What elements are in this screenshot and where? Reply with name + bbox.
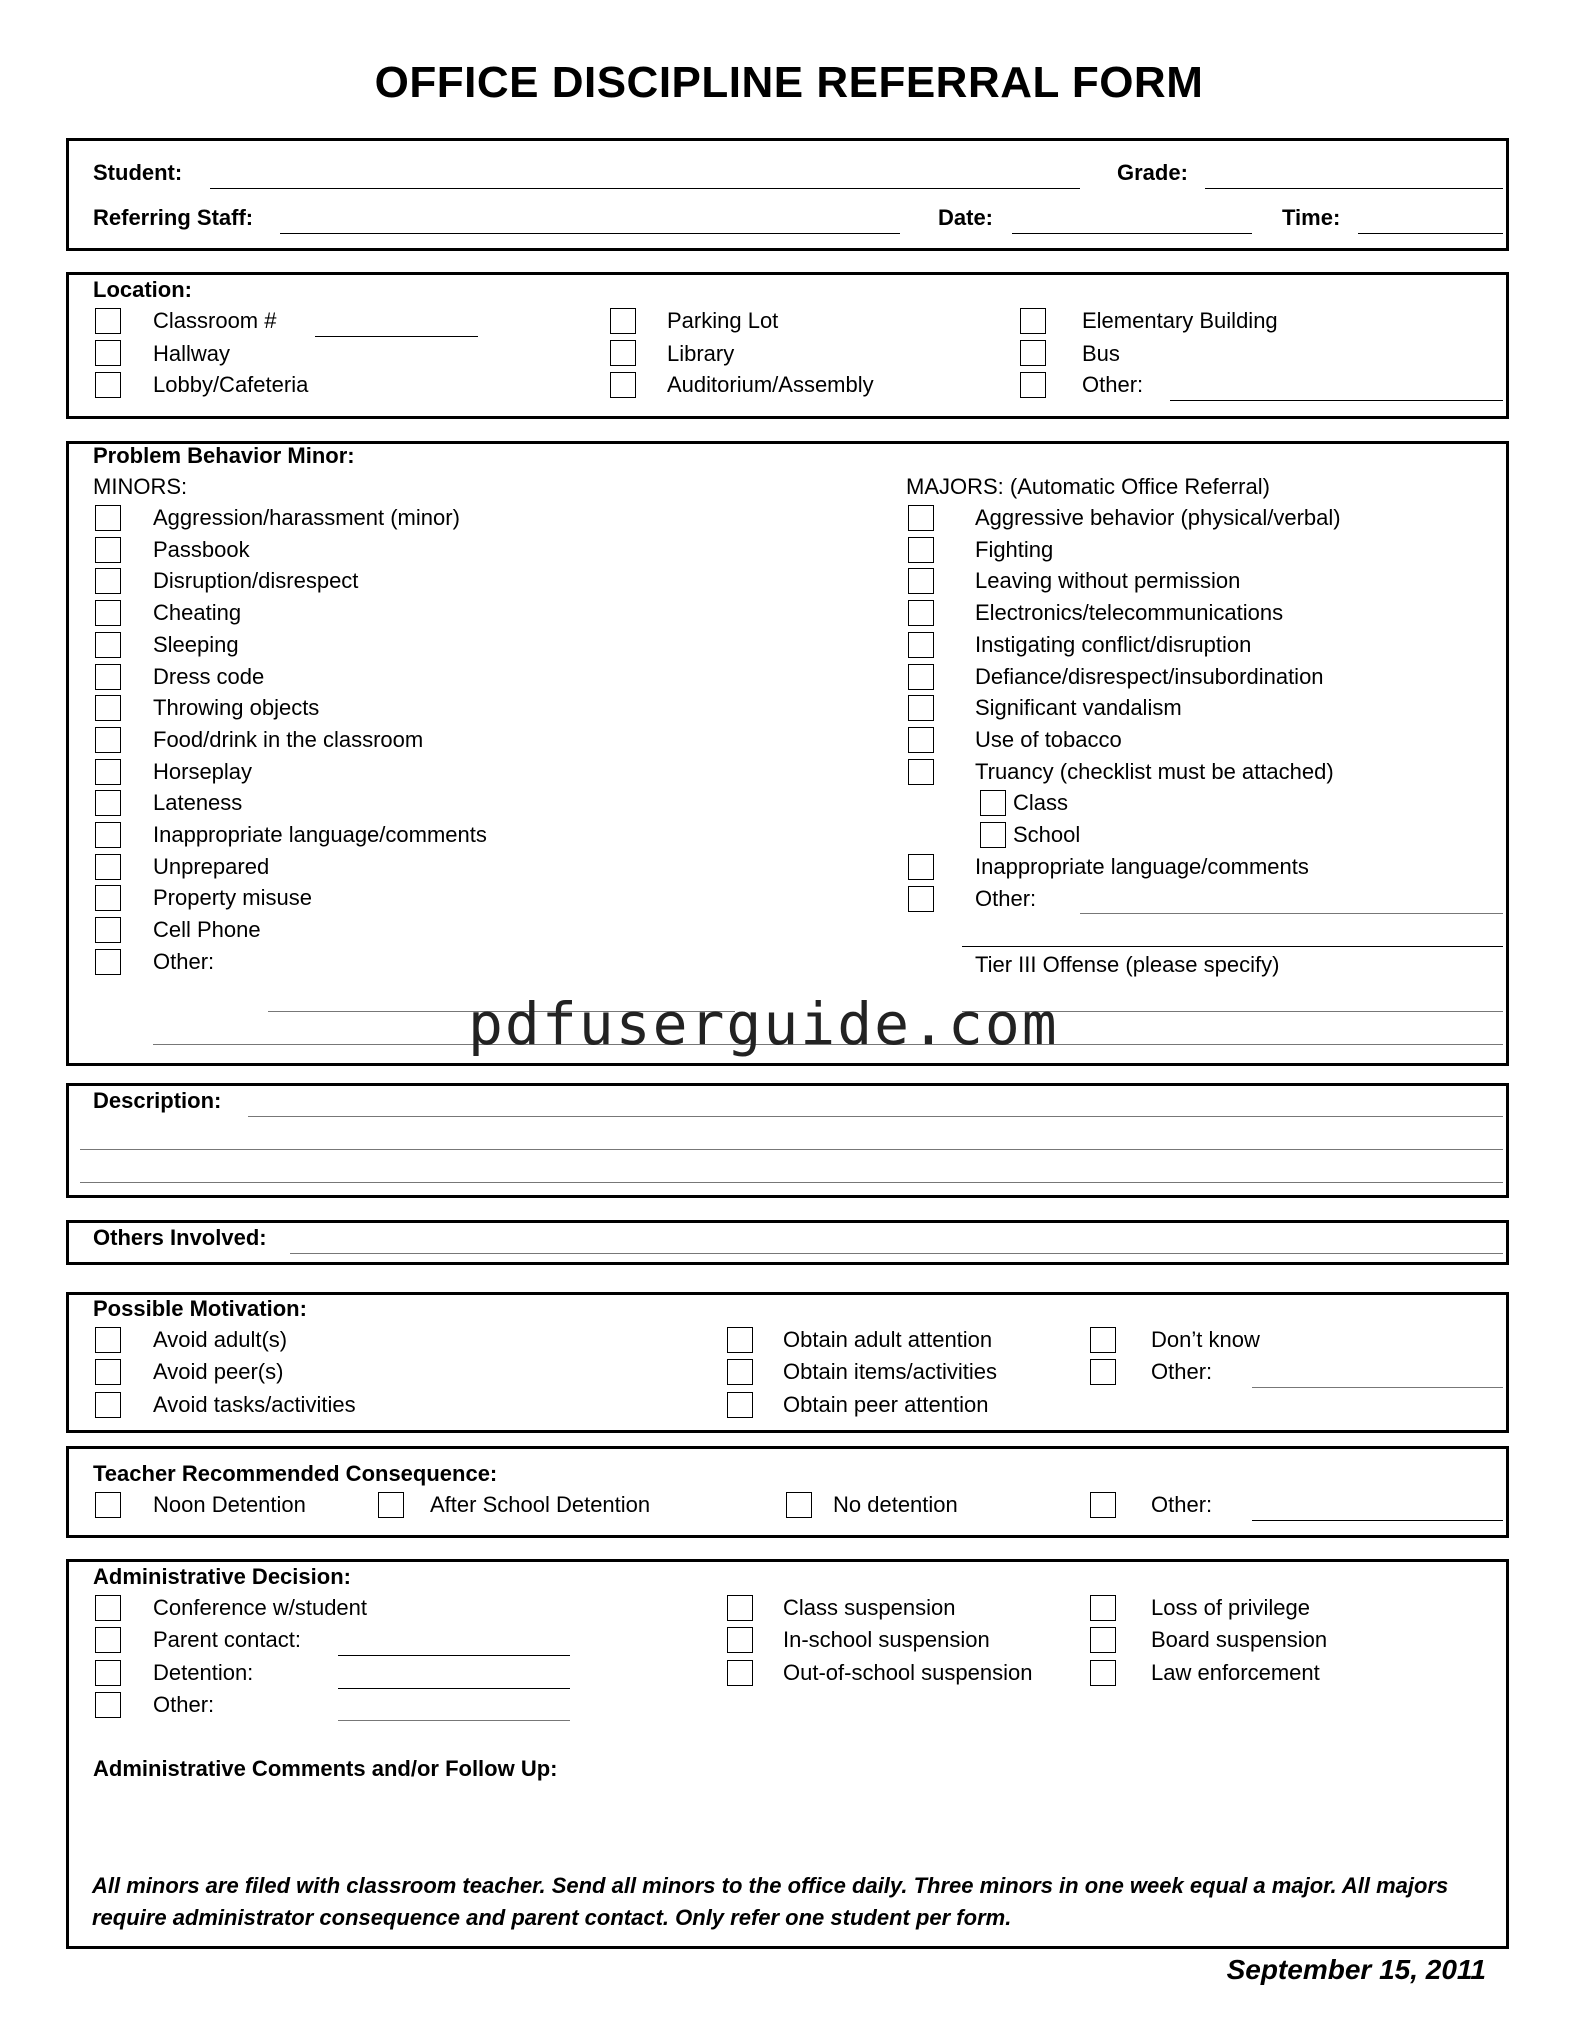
auditorium-label: Auditorium/Assembly <box>667 372 874 397</box>
form-title: OFFICE DISCIPLINE REFERRAL FORM <box>374 58 1204 107</box>
truancy-school-label: School <box>1013 822 1081 847</box>
referring-staff-label: Referring Staff: <box>93 205 254 230</box>
major-instigating-conflict-disruption-checkbox[interactable] <box>908 632 934 658</box>
major-significant-vandalism-checkbox[interactable] <box>908 695 934 721</box>
major-electronics-telecommunications-checkbox[interactable] <box>908 600 934 626</box>
loss-of-privilege-checkbox[interactable] <box>1090 1595 1116 1621</box>
major-truancy-checklist-must-be-attached-label: Truancy (checklist must be attached) <box>975 758 1334 784</box>
library-label: Library <box>667 341 735 366</box>
detention-field[interactable] <box>338 1688 570 1689</box>
problem-behavior-section <box>66 441 1509 1066</box>
conference-label: Conference w/student <box>153 1595 368 1620</box>
student-field[interactable] <box>210 188 1080 189</box>
avoid-peers-checkbox[interactable] <box>95 1359 121 1385</box>
others-involved-section <box>66 1220 1509 1265</box>
location-other-field[interactable] <box>1170 400 1503 401</box>
minor-disruption-disrespect-checkbox[interactable] <box>95 568 121 594</box>
minor-lateness-label: Lateness <box>153 790 243 816</box>
minor-disruption-disrespect-label: Disruption/disrespect <box>153 568 359 594</box>
avoid-adults-label: Avoid adult(s) <box>153 1327 288 1352</box>
obtain-peer-checkbox[interactable] <box>727 1392 753 1418</box>
major-aggressive-behavior-physical-verbal-label: Aggressive behavior (physical/verbal) <box>975 505 1341 530</box>
major-significant-vandalism-label: Significant vandalism <box>975 695 1182 721</box>
noon-detention-checkbox[interactable] <box>95 1492 121 1518</box>
minor-food-drink-in-the-classroom-label: Food/drink in the classroom <box>153 726 424 752</box>
lobby-cafeteria-checkbox[interactable] <box>95 372 121 398</box>
classroom-number-field[interactable] <box>315 336 478 337</box>
motivation-other-field[interactable] <box>1252 1387 1503 1388</box>
minor-throwing-objects-checkbox[interactable] <box>95 695 121 721</box>
description-line-3[interactable] <box>80 1182 1503 1183</box>
major-electronics-telecommunications-label: Electronics/telecommunications <box>975 600 1284 626</box>
minor-passbook-label: Passbook <box>153 536 250 562</box>
minors-label: MINORS: <box>93 474 188 499</box>
avoid-tasks-label: Avoid tasks/activities <box>153 1392 356 1417</box>
location-heading: Location: <box>93 277 192 302</box>
classroom-label: Classroom # <box>153 308 277 333</box>
description-line-2[interactable] <box>80 1149 1503 1150</box>
avoid-tasks-checkbox[interactable] <box>95 1392 121 1418</box>
avoid-peers-label: Avoid peer(s) <box>153 1359 284 1384</box>
motivation-other-checkbox[interactable] <box>1090 1359 1116 1385</box>
tier3-label: Tier III Offense (please specify) <box>975 952 1280 977</box>
grade-field[interactable] <box>1205 188 1503 189</box>
minor-other-checkbox[interactable] <box>95 949 121 975</box>
majors-label: MAJORS: (Automatic Office Referral) <box>906 474 1270 499</box>
time-label: Time: <box>1282 205 1341 230</box>
major-other-label: Other: <box>975 886 1037 911</box>
minor-other-label: Other: <box>153 948 215 974</box>
board-suspension-checkbox[interactable] <box>1090 1627 1116 1653</box>
no-detention-label: No detention <box>833 1492 958 1517</box>
student-info-section <box>66 138 1509 251</box>
obtain-peer-label: Obtain peer attention <box>783 1392 989 1417</box>
major-use-of-tobacco-label: Use of tobacco <box>975 726 1122 752</box>
hallway-label: Hallway <box>153 341 231 366</box>
description-label: Description: <box>93 1088 222 1113</box>
obtain-items-label: Obtain items/activities <box>783 1359 997 1384</box>
footer-note: All minors are filed with classroom teacher. Send all minors to the office daily. Three minors in one week equal a major. All majors require administrator consequence and parent contact. Only refer one student per form. <box>92 1873 1449 1930</box>
major-other-field[interactable] <box>1080 913 1503 914</box>
parent-contact-label: Parent contact: <box>153 1627 301 1652</box>
law-enforcement-label: Law enforcement <box>1151 1660 1320 1685</box>
consequence-other-checkbox[interactable] <box>1090 1492 1116 1518</box>
location-other-label: Other: <box>1082 372 1144 397</box>
dont-know-label: Don’t know <box>1151 1327 1260 1352</box>
minor-cheating-checkbox[interactable] <box>95 600 121 626</box>
classroom-checkbox[interactable] <box>95 308 121 334</box>
behavior-heading: Problem Behavior Minor: <box>93 443 355 468</box>
minor-horseplay-checkbox[interactable] <box>95 759 121 785</box>
minor-dress-code-checkbox[interactable] <box>95 664 121 690</box>
date-label: Date: <box>938 205 994 230</box>
minor-cheating-label: Cheating <box>153 600 242 626</box>
minor-horseplay-label: Horseplay <box>153 758 253 784</box>
consequence-heading: Teacher Recommended Consequence: <box>93 1461 498 1486</box>
form-date: September 15, 2011 <box>1226 1954 1486 1985</box>
major-leaving-without-permission-checkbox[interactable] <box>908 568 934 594</box>
others-involved-label: Others Involved: <box>93 1225 267 1250</box>
major-inappropriate-language-checkbox[interactable] <box>908 854 934 880</box>
detention-label: Detention: <box>153 1660 254 1685</box>
class-suspension-checkbox[interactable] <box>727 1595 753 1621</box>
minor-aggression-harassment-minor-label: Aggression/harassment (minor) <box>153 505 460 530</box>
after-school-detention-label: After School Detention <box>430 1492 651 1517</box>
date-field[interactable] <box>1012 233 1252 234</box>
obtain-adult-checkbox[interactable] <box>727 1327 753 1353</box>
truancy-class-checkbox[interactable] <box>980 790 1006 816</box>
student-label: Student: <box>93 160 183 185</box>
consequence-other-label: Other: <box>1151 1492 1213 1517</box>
in-school-suspension-label: In-school suspension <box>783 1627 990 1652</box>
minor-sleeping-label: Sleeping <box>153 631 239 657</box>
minor-unprepared-label: Unprepared <box>153 853 270 879</box>
time-field[interactable] <box>1358 233 1503 234</box>
admin-other-field[interactable] <box>338 1720 570 1721</box>
lobby-cafeteria-label: Lobby/Cafeteria <box>153 372 309 397</box>
major-fighting-checkbox[interactable] <box>908 537 934 563</box>
watermark: pdfuserguide.com <box>468 990 1059 1058</box>
major-truancy-checklist-must-be-attached-checkbox[interactable] <box>908 759 934 785</box>
elementary-building-label: Elementary Building <box>1082 308 1278 333</box>
bus-label: Bus <box>1082 341 1120 366</box>
major-inappropriate-language-label: Inappropriate language/comments <box>975 854 1309 879</box>
major-leaving-without-permission-label: Leaving without permission <box>975 568 1241 594</box>
dont-know-checkbox[interactable] <box>1090 1327 1116 1353</box>
motivation-heading: Possible Motivation: <box>93 1296 307 1321</box>
major-defiance-disrespect-insubordination-checkbox[interactable] <box>908 664 934 690</box>
after-school-detention-checkbox[interactable] <box>378 1492 404 1518</box>
no-detention-checkbox[interactable] <box>786 1492 812 1518</box>
major-other-checkbox[interactable] <box>908 886 934 912</box>
motivation-other-label: Other: <box>1151 1359 1213 1384</box>
minor-property-misuse-label: Property misuse <box>153 885 312 911</box>
major-aggressive-behavior-physical-verbal-checkbox[interactable] <box>908 505 934 531</box>
class-suspension-label: Class suspension <box>783 1595 956 1620</box>
grade-label: Grade: <box>1117 160 1188 185</box>
auditorium-checkbox[interactable] <box>610 372 636 398</box>
admin-comments-label: Administrative Comments and/or Follow Up: <box>93 1756 558 1781</box>
minor-lateness-checkbox[interactable] <box>95 790 121 816</box>
others-involved-field[interactable] <box>290 1253 1503 1254</box>
truancy-school-checkbox[interactable] <box>980 822 1006 848</box>
elementary-building-checkbox[interactable] <box>1020 308 1046 334</box>
in-school-suspension-checkbox[interactable] <box>727 1627 753 1653</box>
parent-contact-field[interactable] <box>338 1655 570 1656</box>
out-of-school-suspension-checkbox[interactable] <box>727 1660 753 1686</box>
loss-of-privilege-label: Loss of privilege <box>1151 1595 1310 1620</box>
parent-contact-checkbox[interactable] <box>95 1627 121 1653</box>
minor-cell-phone-checkbox[interactable] <box>95 917 121 943</box>
major-defiance-disrespect-insubordination-label: Defiance/disrespect/insubordination <box>975 663 1324 689</box>
minor-aggression-harassment-minor-checkbox[interactable] <box>95 505 121 531</box>
detention-checkbox[interactable] <box>95 1660 121 1686</box>
minor-food-drink-in-the-classroom-checkbox[interactable] <box>95 727 121 753</box>
minor-passbook-checkbox[interactable] <box>95 537 121 563</box>
truancy-class-label: Class <box>1013 790 1069 815</box>
major-use-of-tobacco-checkbox[interactable] <box>908 727 934 753</box>
minor-cell-phone-label: Cell Phone <box>153 917 261 943</box>
parking-lot-checkbox[interactable] <box>610 308 636 334</box>
minor-property-misuse-checkbox[interactable] <box>95 885 121 911</box>
law-enforcement-checkbox[interactable] <box>1090 1660 1116 1686</box>
hallway-checkbox[interactable] <box>95 340 121 366</box>
conference-checkbox[interactable] <box>95 1595 121 1621</box>
out-of-school-suspension-label: Out-of-school suspension <box>783 1660 1033 1685</box>
minor-sleeping-checkbox[interactable] <box>95 632 121 658</box>
admin-other-checkbox[interactable] <box>95 1692 121 1718</box>
major-fighting-label: Fighting <box>975 536 1054 562</box>
location-other-checkbox[interactable] <box>1020 372 1046 398</box>
description-section <box>66 1083 1509 1198</box>
minor-dress-code-label: Dress code <box>153 663 265 689</box>
noon-detention-label: Noon Detention <box>153 1492 306 1517</box>
board-suspension-label: Board suspension <box>1151 1627 1328 1652</box>
tier3-field[interactable] <box>962 946 1503 947</box>
obtain-adult-label: Obtain adult attention <box>783 1327 993 1352</box>
admin-heading: Administrative Decision: <box>93 1564 351 1589</box>
major-instigating-conflict-disruption-label: Instigating conflict/disruption <box>975 631 1252 657</box>
obtain-items-checkbox[interactable] <box>727 1359 753 1385</box>
minor-inappropriate-language-comments-checkbox[interactable] <box>95 822 121 848</box>
admin-other-label: Other: <box>153 1692 215 1717</box>
library-checkbox[interactable] <box>610 340 636 366</box>
referring-staff-field[interactable] <box>280 233 900 234</box>
parking-lot-label: Parking Lot <box>667 308 779 333</box>
bus-checkbox[interactable] <box>1020 340 1046 366</box>
description-line-1[interactable] <box>248 1116 1503 1117</box>
minor-throwing-objects-label: Throwing objects <box>153 695 320 721</box>
consequence-other-field[interactable] <box>1252 1520 1503 1521</box>
minor-unprepared-checkbox[interactable] <box>95 854 121 880</box>
minor-inappropriate-language-comments-label: Inappropriate language/comments <box>153 822 487 847</box>
avoid-adults-checkbox[interactable] <box>95 1327 121 1353</box>
